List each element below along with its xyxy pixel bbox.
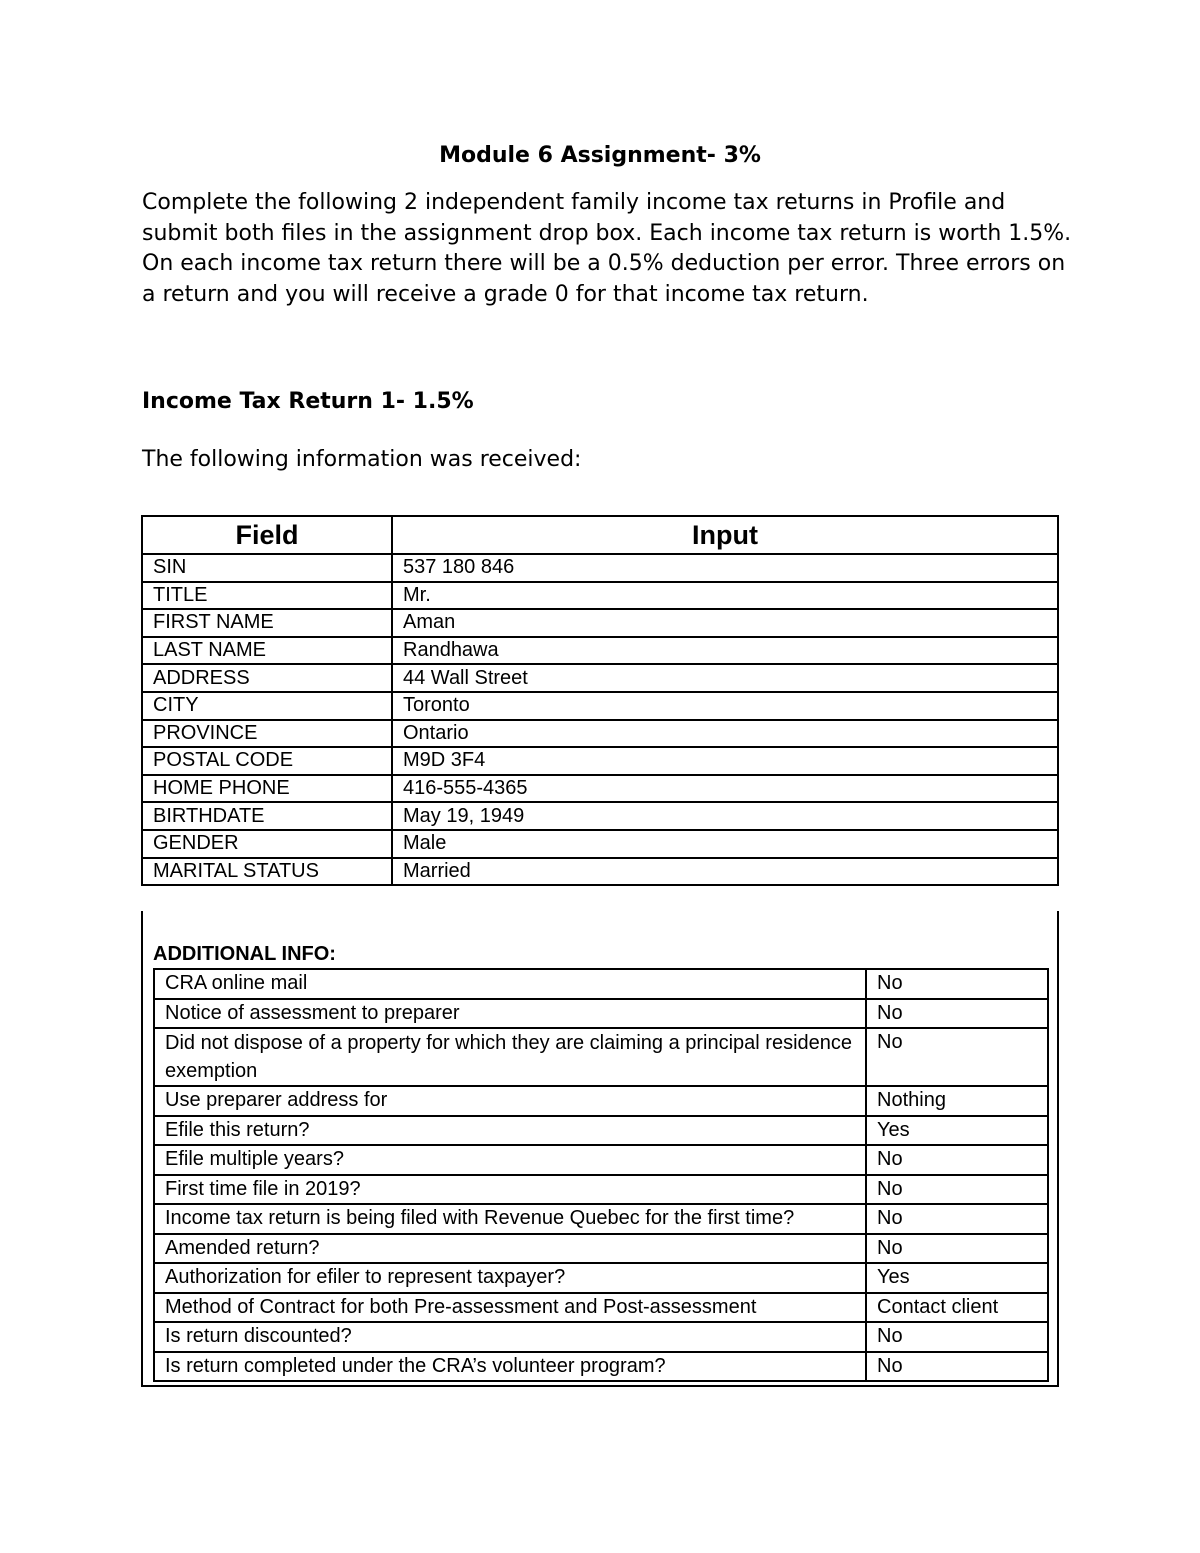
input-cell: Aman — [392, 609, 1058, 637]
table-row — [154, 1145, 1048, 1175]
field-cell: SIN — [142, 554, 392, 582]
question-cell: Use preparer address for — [154, 1086, 866, 1116]
taxpayer-info-table — [141, 515, 1059, 886]
answer-cell: Yes — [866, 1116, 1048, 1146]
question-cell: Authorization for efiler to represent taxpayer? — [154, 1263, 866, 1293]
table-row — [142, 637, 1058, 665]
table-row — [154, 999, 1048, 1029]
table-row — [142, 554, 1058, 582]
question-cell: Is return completed under the CRA’s volunteer program? — [154, 1352, 866, 1382]
table-row — [154, 1116, 1048, 1146]
answer-cell: Yes — [866, 1263, 1048, 1293]
table-row — [154, 1086, 1048, 1116]
question-cell: First time file in 2019? — [154, 1175, 866, 1205]
answer-cell: No — [866, 1145, 1048, 1175]
question-cell: Efile multiple years? — [154, 1145, 866, 1175]
answer-cell: No — [866, 969, 1048, 999]
answer-cell: Nothing — [866, 1086, 1048, 1116]
input-cell: Male — [392, 830, 1058, 858]
answer-cell: No — [866, 1234, 1048, 1264]
question-cell: Notice of assessment to preparer — [154, 999, 866, 1029]
table-row — [142, 802, 1058, 830]
input-cell: Ontario — [392, 720, 1058, 748]
input-header: Input — [392, 516, 1058, 554]
field-cell: CITY — [142, 692, 392, 720]
table-row — [154, 1322, 1048, 1352]
field-cell: TITLE — [142, 582, 392, 610]
question-cell: Method of Contract for both Pre-assessment and Post-assessment — [154, 1293, 866, 1323]
input-cell: Toronto — [392, 692, 1058, 720]
additional-info-section — [141, 911, 1059, 1387]
field-cell: FIRST NAME — [142, 609, 392, 637]
answer-cell: No — [866, 1175, 1048, 1205]
field-cell: PROVINCE — [142, 720, 392, 748]
field-header: Field — [142, 516, 392, 554]
table-row — [154, 1352, 1048, 1382]
answer-cell: Contact client — [866, 1293, 1048, 1323]
answer-cell: No — [866, 1028, 1048, 1086]
answer-cell: No — [866, 1322, 1048, 1352]
additional-info-label: ADDITIONAL INFO: — [153, 943, 336, 965]
intro-paragraph: Complete the following 2 independent family income tax returns in Profile and submit both files in the assignment drop box. Each income tax return is worth 1.5%. On each income tax return there will be a 0.5% deduction per error. Three errors on a return and you will receive a grade 0 for that income tax return. — [142, 190, 1072, 307]
input-cell: 44 Wall Street — [392, 664, 1058, 692]
table-row — [142, 609, 1058, 637]
table-row — [142, 664, 1058, 692]
input-cell: 416-555-4365 — [392, 775, 1058, 803]
field-cell: GENDER — [142, 830, 392, 858]
field-cell: MARITAL STATUS — [142, 858, 392, 886]
input-cell: Mr. — [392, 582, 1058, 610]
question-cell: Income tax return is being filed with Revenue Quebec for the first time? — [154, 1204, 866, 1234]
received-text: The following information was received: — [142, 447, 582, 472]
table-row — [142, 858, 1058, 886]
question-cell: Did not dispose of a property for which they are claiming a principal residence exemption — [154, 1028, 866, 1086]
input-cell: May 19, 1949 — [392, 802, 1058, 830]
input-cell: Randhawa — [392, 637, 1058, 665]
table-row — [154, 1204, 1048, 1234]
field-cell: LAST NAME — [142, 637, 392, 665]
table-row — [142, 775, 1058, 803]
field-cell: BIRTHDATE — [142, 802, 392, 830]
question-cell: CRA online mail — [154, 969, 866, 999]
input-cell: Married — [392, 858, 1058, 886]
answer-cell: No — [866, 1204, 1048, 1234]
additional-info-table — [153, 968, 1049, 1382]
question-cell: Efile this return? — [154, 1116, 866, 1146]
table-row — [142, 582, 1058, 610]
question-cell: Amended return? — [154, 1234, 866, 1264]
table-row — [154, 969, 1048, 999]
table-row — [154, 1175, 1048, 1205]
field-cell: ADDRESS — [142, 664, 392, 692]
table-row — [142, 747, 1058, 775]
table-row — [142, 720, 1058, 748]
page-title: Module 6 Assignment- 3% — [439, 143, 761, 168]
question-cell: Is return discounted? — [154, 1322, 866, 1352]
table-row — [154, 1028, 1048, 1086]
table-header-row — [142, 516, 1058, 554]
table-row — [154, 1263, 1048, 1293]
answer-cell: No — [866, 999, 1048, 1029]
table-row — [154, 1293, 1048, 1323]
field-cell: HOME PHONE — [142, 775, 392, 803]
section-heading: Income Tax Return 1- 1.5% — [142, 389, 474, 414]
table-row — [154, 1234, 1048, 1264]
table-row — [142, 692, 1058, 720]
input-cell: 537 180 846 — [392, 554, 1058, 582]
table-row — [142, 830, 1058, 858]
field-cell: POSTAL CODE — [142, 747, 392, 775]
answer-cell: No — [866, 1352, 1048, 1382]
input-cell: M9D 3F4 — [392, 747, 1058, 775]
